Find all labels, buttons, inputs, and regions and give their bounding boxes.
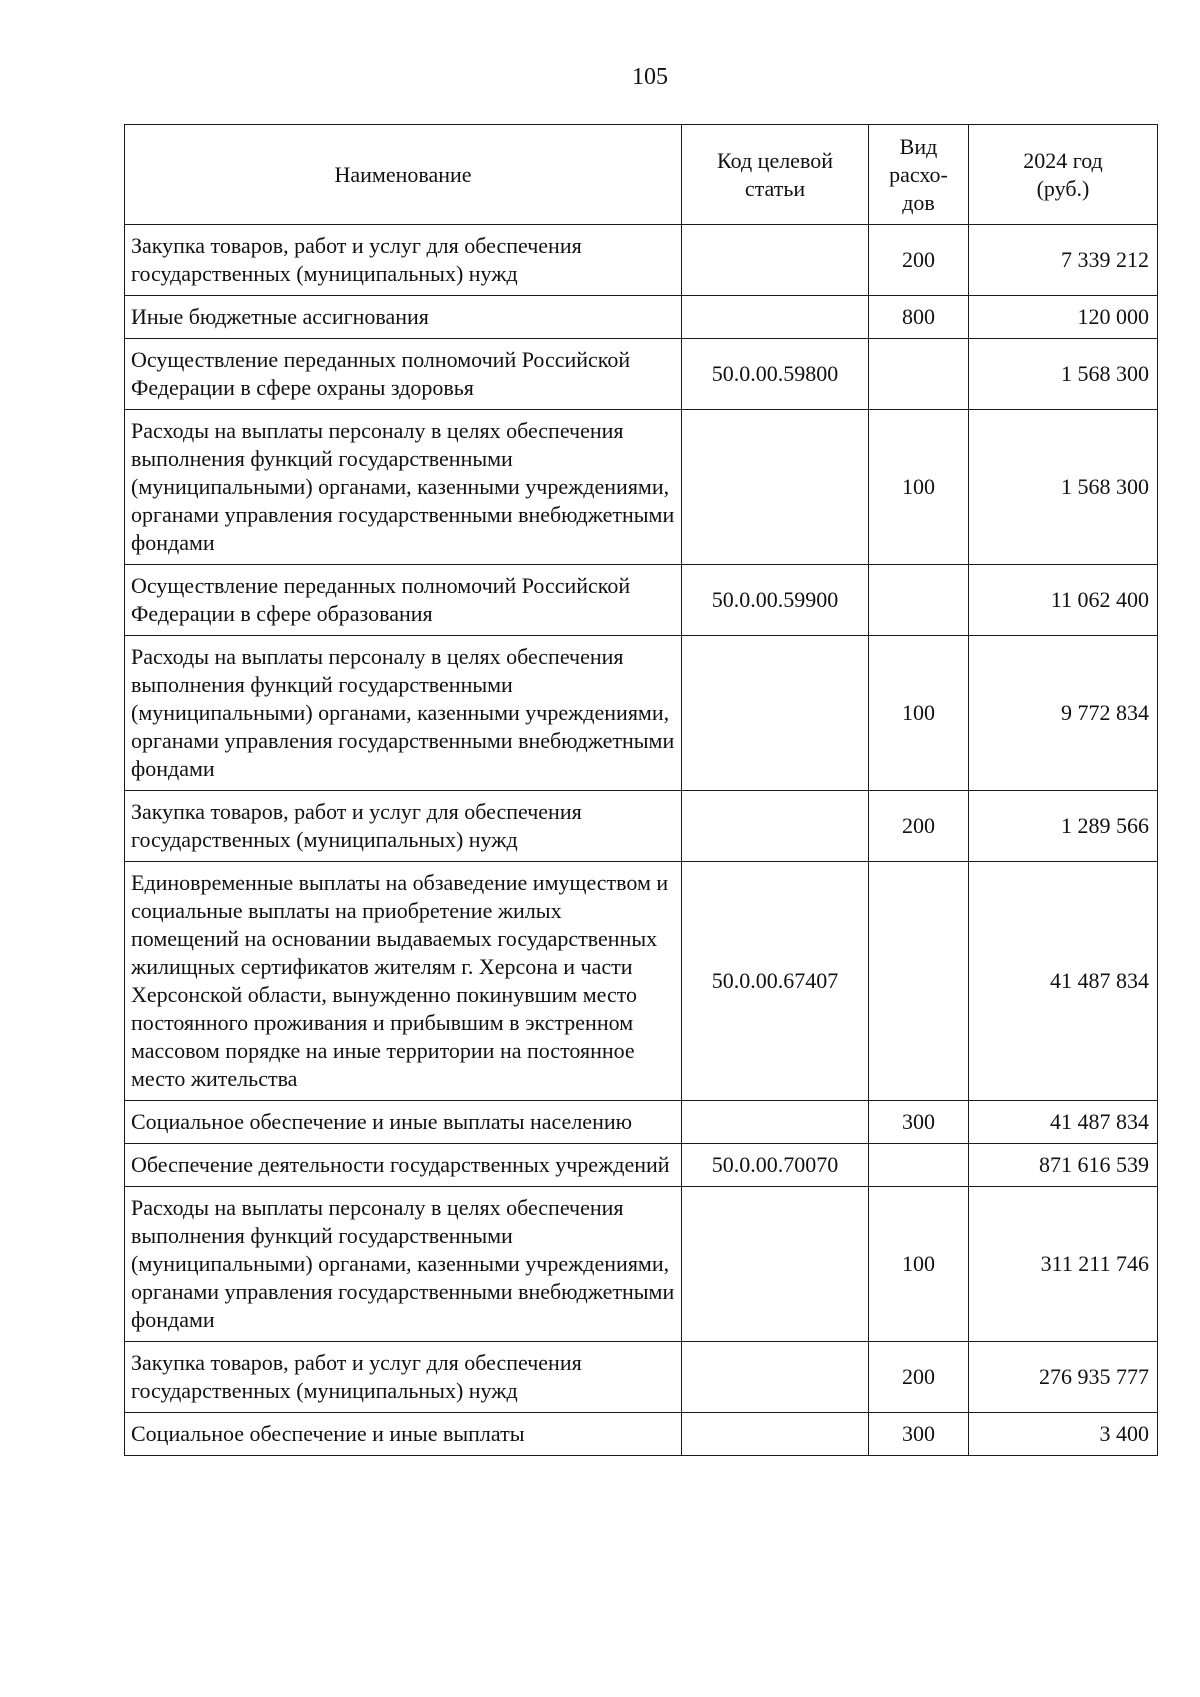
cell-name: Закупка товаров, работ и услуг для обеспечения государственных (муниципальных) нужд: [125, 225, 682, 296]
cell-vid: 200: [869, 225, 969, 296]
cell-vid: 100: [869, 636, 969, 791]
cell-amount: 120 000: [969, 296, 1158, 339]
cell-code: [682, 225, 869, 296]
cell-code: [682, 1413, 869, 1456]
cell-amount: 41 487 834: [969, 862, 1158, 1101]
table-row: [125, 1144, 1158, 1187]
cell-vid: 300: [869, 1413, 969, 1456]
cell-code: [682, 791, 869, 862]
cell-name: Единовременные выплаты на обзаведение имуществом и социальные выплаты на приобретение жилых помещений на основании выдаваемых государственных жилищных сертификатов жителям г. Херсона и части Херсонской области, вынужденно покинувшим место постоянного проживания и прибывшим в экстренном массовом порядке на иные территории на постоянное место жительства: [125, 862, 682, 1101]
page-number: 105: [632, 64, 668, 90]
cell-vid: [869, 1144, 969, 1187]
table-row: [125, 225, 1158, 296]
cell-vid: 100: [869, 1187, 969, 1342]
table-header-row: [125, 125, 1158, 225]
cell-name: Расходы на выплаты персоналу в целях обеспечения выполнения функций государственными (муниципальными) органами, казенными учреждениями, органами управления государственными внебюджетными фондами: [125, 636, 682, 791]
cell-code: [682, 296, 869, 339]
cell-code: [682, 636, 869, 791]
cell-name: Расходы на выплаты персоналу в целях обеспечения выполнения функций государственными (муниципальными) органами, казенными учреждениями, органами управления государственными внебюджетными фондами: [125, 1187, 682, 1342]
cell-amount: 3 400: [969, 1413, 1158, 1456]
cell-vid: [869, 339, 969, 410]
table-row: [125, 339, 1158, 410]
cell-amount: 871 616 539: [969, 1144, 1158, 1187]
cell-amount: 9 772 834: [969, 636, 1158, 791]
cell-code: [682, 1187, 869, 1342]
cell-amount: 11 062 400: [969, 565, 1158, 636]
cell-name: Расходы на выплаты персоналу в целях обеспечения выполнения функций государственными (муниципальными) органами, казенными учреждениями, органами управления государственными внебюджетными фондами: [125, 410, 682, 565]
table-row: [125, 296, 1158, 339]
cell-amount: 276 935 777: [969, 1342, 1158, 1413]
cell-name: Осуществление переданных полномочий Российской Федерации в сфере охраны здоровья: [125, 339, 682, 410]
cell-name: Закупка товаров, работ и услуг для обеспечения государственных (муниципальных) нужд: [125, 1342, 682, 1413]
cell-code: [682, 1101, 869, 1144]
cell-name: Иные бюджетные ассигнования: [125, 296, 682, 339]
table-row: [125, 1187, 1158, 1342]
cell-amount: 311 211 746: [969, 1187, 1158, 1342]
cell-vid: 100: [869, 410, 969, 565]
cell-vid: 800: [869, 296, 969, 339]
table-row: [125, 565, 1158, 636]
cell-vid: [869, 565, 969, 636]
cell-amount: 1 289 566: [969, 791, 1158, 862]
table-row: [125, 1342, 1158, 1413]
budget-table: [124, 124, 1158, 1456]
cell-code: [682, 410, 869, 565]
cell-code: 50.0.00.59900: [682, 565, 869, 636]
cell-name: Социальное обеспечение и иные выплаты населению: [125, 1101, 682, 1144]
cell-name: Социальное обеспечение и иные выплаты: [125, 1413, 682, 1456]
table-row: [125, 791, 1158, 862]
cell-name: Осуществление переданных полномочий Российской Федерации в сфере образования: [125, 565, 682, 636]
cell-code: 50.0.00.59800: [682, 339, 869, 410]
table-row: [125, 862, 1158, 1101]
cell-vid: 200: [869, 791, 969, 862]
table-row: [125, 1101, 1158, 1144]
table-row: [125, 1413, 1158, 1456]
cell-amount: 1 568 300: [969, 410, 1158, 565]
header-code: Код целевой статьи: [682, 125, 869, 225]
header-vid: Вид расхо-дов: [869, 125, 969, 225]
cell-amount: 1 568 300: [969, 339, 1158, 410]
table-row: [125, 636, 1158, 791]
header-name: Наименование: [125, 125, 682, 225]
cell-vid: 300: [869, 1101, 969, 1144]
cell-code: [682, 1342, 869, 1413]
cell-name: Обеспечение деятельности государственных учреждений: [125, 1144, 682, 1187]
table-row: [125, 410, 1158, 565]
header-amount: 2024 год (руб.): [969, 125, 1158, 225]
cell-name: Закупка товаров, работ и услуг для обеспечения государственных (муниципальных) нужд: [125, 791, 682, 862]
table-body: [125, 225, 1158, 1456]
cell-amount: 41 487 834: [969, 1101, 1158, 1144]
cell-vid: [869, 862, 969, 1101]
cell-code: 50.0.00.70070: [682, 1144, 869, 1187]
cell-code: 50.0.00.67407: [682, 862, 869, 1101]
cell-amount: 7 339 212: [969, 225, 1158, 296]
cell-vid: 200: [869, 1342, 969, 1413]
